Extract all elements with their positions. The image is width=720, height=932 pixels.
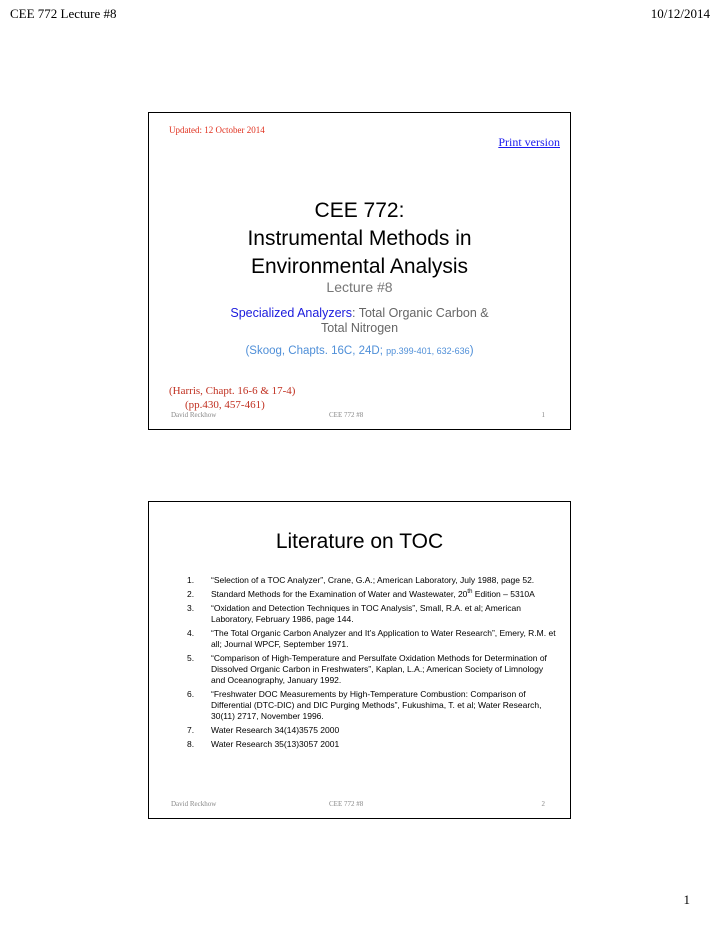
slide-2 [148, 501, 571, 819]
list-item [187, 725, 557, 736]
item-text: Edition – 5310A [472, 589, 535, 599]
list-item [187, 603, 557, 625]
print-version-link[interactable]: Print version [498, 135, 560, 149]
page-header [0, 6, 720, 26]
slide-footer [149, 411, 570, 421]
item-text: Water Research 35(13)3057 2001 [211, 739, 340, 749]
subtitle-line2: Total Nitrogen [320, 321, 399, 335]
footer-author: David Reckhow [171, 800, 217, 808]
footer-course: CEE 772 #8 [329, 411, 364, 419]
list-item [187, 575, 557, 586]
item-text: “Selection of a TOC Analyzer”, Crane, G.A.; American Laboratory, July 1988, page 52. [211, 575, 535, 585]
header-date: 10/12/2014 [650, 6, 710, 21]
slide-subtitle [149, 306, 570, 336]
item-text: “Freshwater DOC Measurements by High-Temperature Combustion: Comparison of Differential (DTC-DIC) and DIC Purging Methods”, Fukushima, T. et al; Water Research, 30(11) 2717, November 1996. [211, 689, 542, 721]
list-item [187, 589, 557, 600]
item-text: “Comparison of High-Temperature and Persulfate Oxidation Methods for Determination of Dissolved Organic Carbon in Freshwaters”, Kaplan, L.A.; American Society of Limnology and Oceanography, January 1992. [211, 653, 547, 685]
specialized-analyzers-label: Specialized Analyzers [230, 306, 352, 320]
skoog-pages: pp.399-401, 632-636 [386, 346, 470, 356]
lecture-number: Lecture #8 [326, 279, 393, 295]
title-line: CEE 772: [314, 199, 405, 222]
reference-list [187, 575, 557, 753]
item-text: Standard Methods for the Examination of Water and Wastewater, 20 [211, 589, 468, 599]
slide-footer [149, 800, 570, 810]
subtitle-rest: : Total Organic Carbon & [351, 306, 489, 320]
list-item [187, 653, 557, 686]
skoog-reference [149, 345, 570, 357]
title-line: Environmental Analysis [250, 255, 469, 278]
page-number: 1 [683, 892, 690, 907]
slide-1 [148, 112, 571, 430]
superscript: th [467, 589, 473, 596]
title-line: Instrumental Methods in [247, 227, 472, 250]
slide-title [149, 197, 570, 281]
skoog-close: ) [469, 345, 474, 357]
harris-pages: (pp.430, 457-461) [185, 399, 265, 411]
item-number: 7. [187, 725, 195, 735]
footer-author: David Reckhow [171, 411, 217, 419]
slide-number: 1 [541, 411, 545, 419]
item-number: 6. [187, 689, 195, 699]
item-text: “The Total Organic Carbon Analyzer and It’s Application to Water Research”, Emery, R.M. et all; Journal WPCF, September 1971. [211, 628, 556, 649]
footer-course: CEE 772 #8 [329, 800, 364, 808]
updated-date: Updated: 12 October 2014 [169, 125, 265, 135]
list-item [187, 739, 557, 750]
item-number: 2. [187, 589, 195, 599]
slide-title: Literature on TOC [275, 530, 444, 553]
item-number: 1. [187, 575, 195, 585]
skoog-chapters: (Skoog, Chapts. 16C, 24D; [245, 345, 387, 357]
harris-reference: (Harris, Chapt. 16-6 & 17-4) [169, 385, 296, 397]
header-course: CEE 772 Lecture #8 [10, 6, 117, 21]
item-number: 4. [187, 628, 195, 638]
slide-number: 2 [541, 800, 545, 808]
list-item [187, 689, 557, 722]
item-number: 3. [187, 603, 195, 613]
list-item [187, 628, 557, 650]
item-number: 8. [187, 739, 195, 749]
item-text: Water Research 34(14)3575 2000 [211, 725, 340, 735]
item-number: 5. [187, 653, 195, 663]
item-text: “Oxidation and Detection Techniques in TOC Analysis”, Small, R.A. et al; American Laboratory, February 1986, page 144. [211, 603, 521, 624]
